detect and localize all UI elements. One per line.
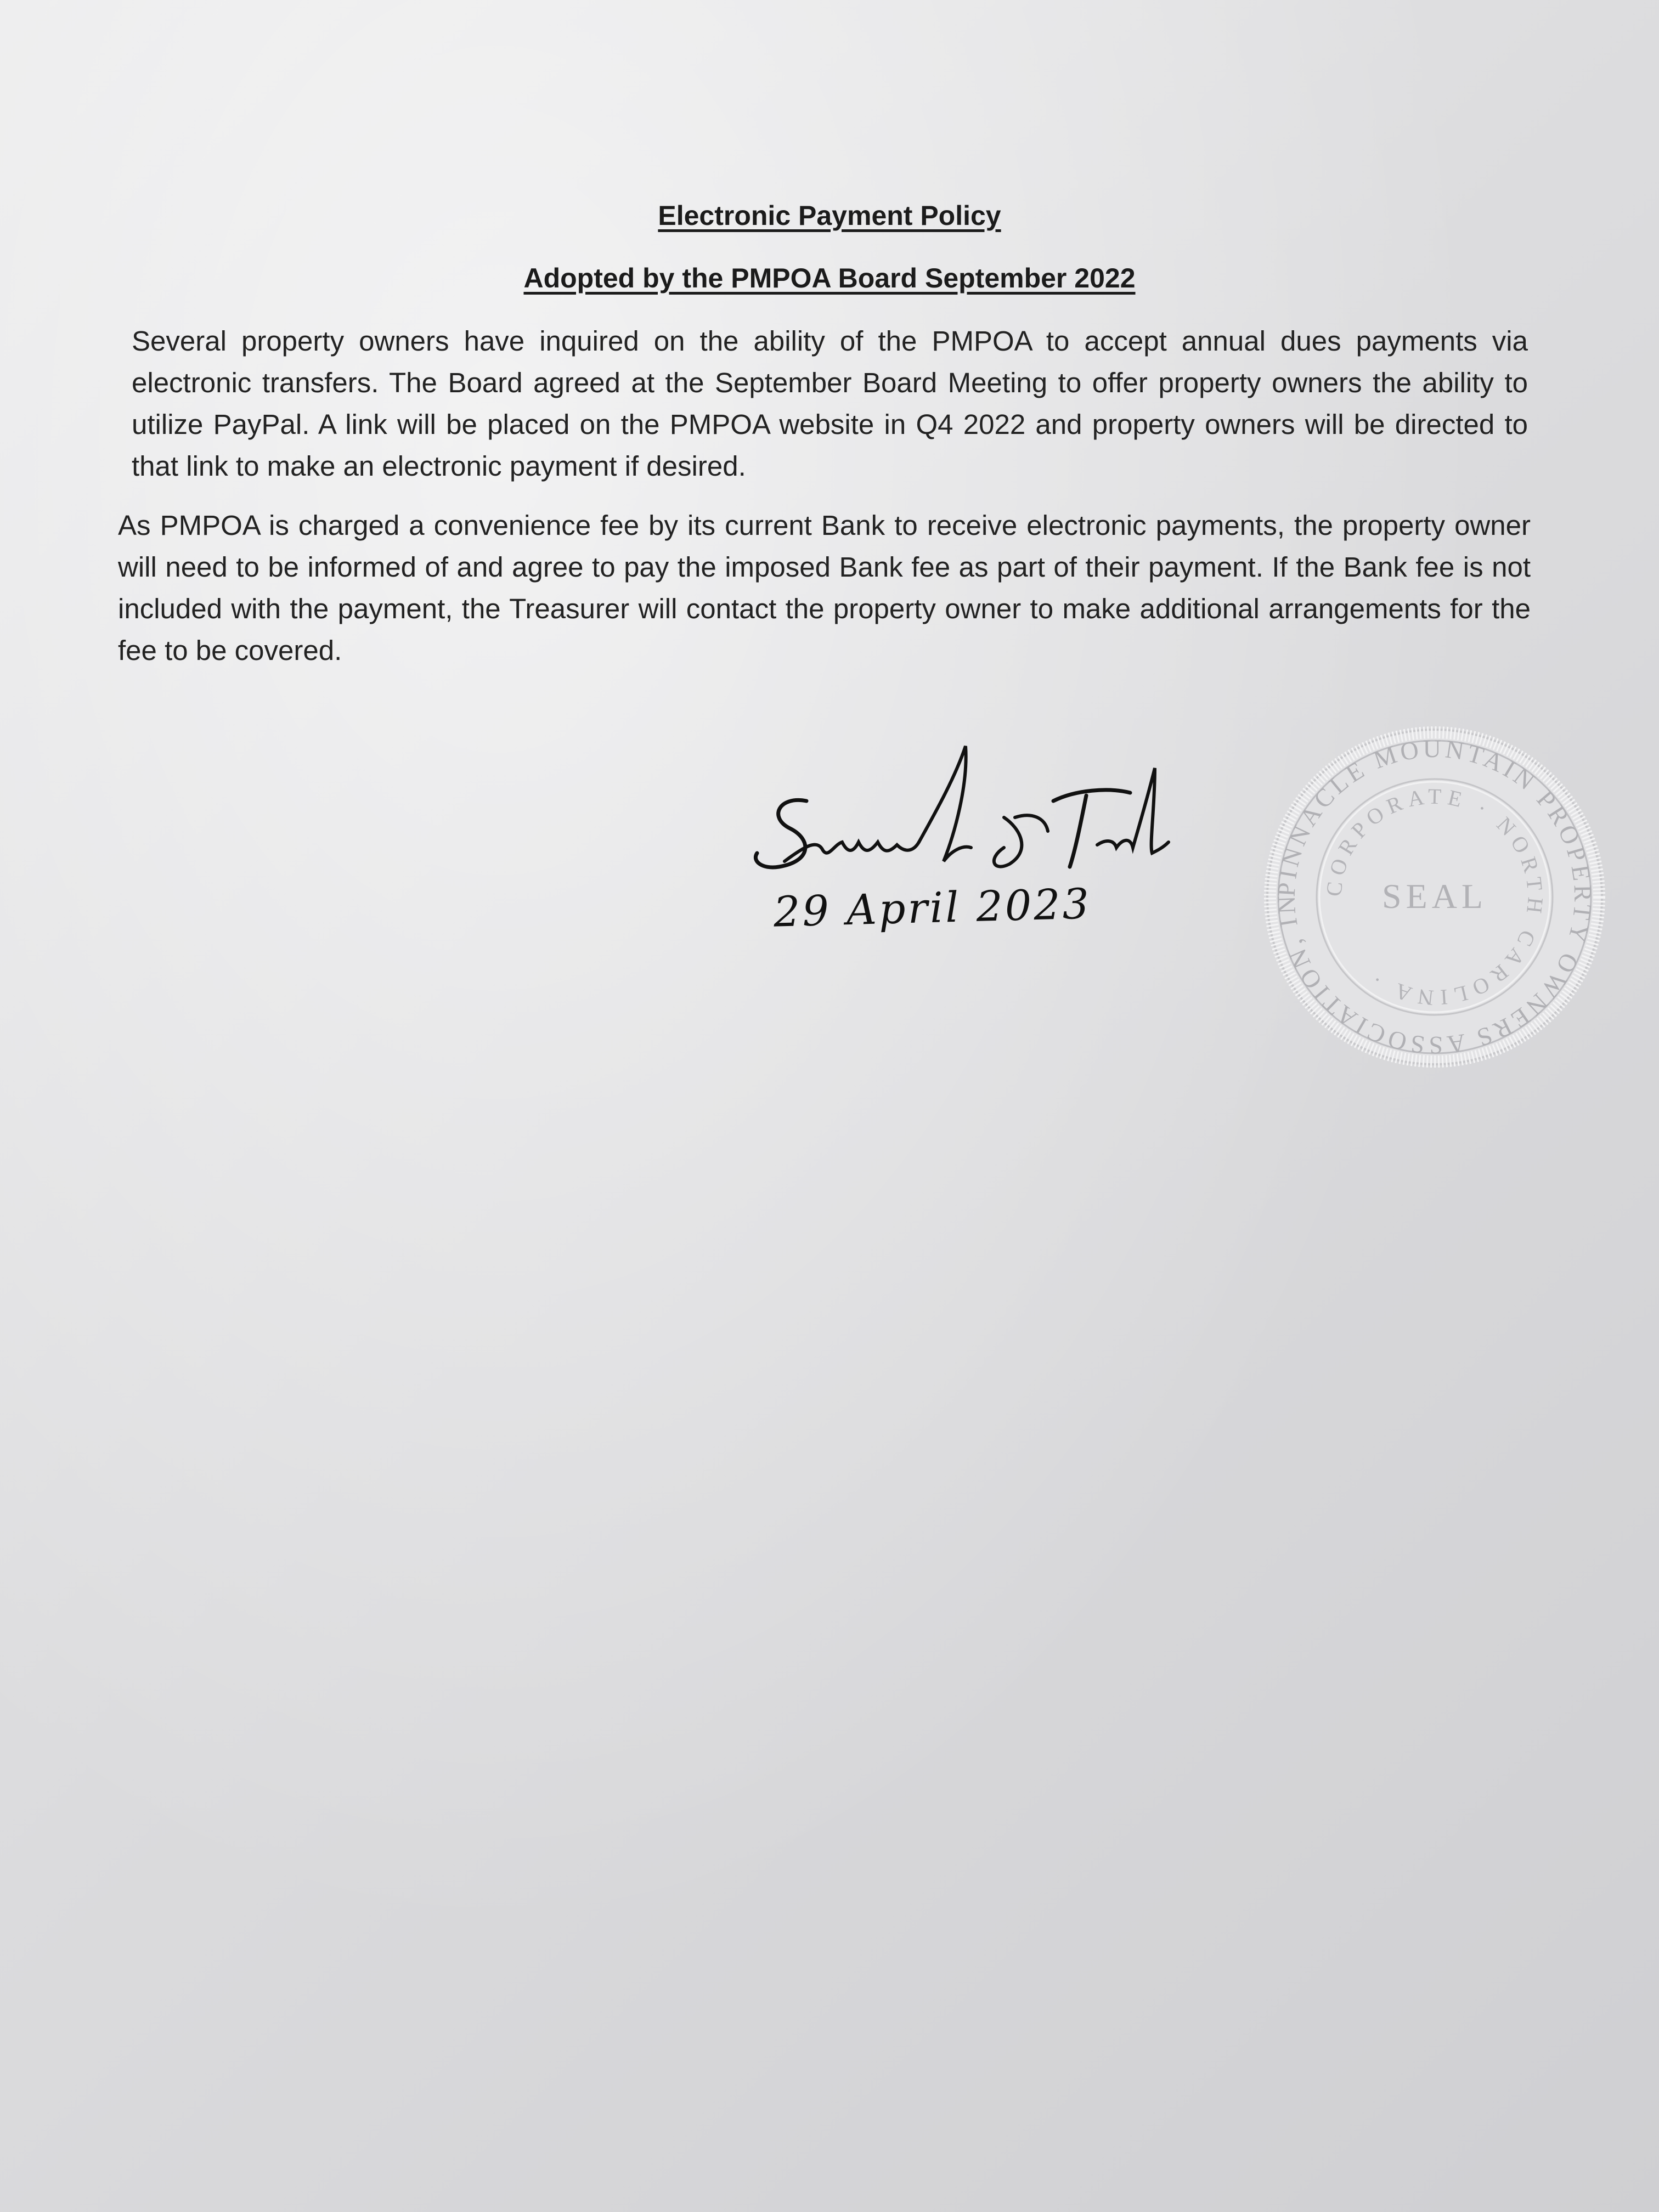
corporate-seal-embossing [1256,719,1613,1075]
handwritten-signature [746,735,1185,878]
document-subtitle: Adopted by the PMPOA Board September 2022 [523,263,1136,294]
policy-paragraph-2: As PMPOA is charged a convenience fee by its current Bank to receive electronic payments, the property owner will need to be informed of and agree to pay the imposed Bank fee as part of their payment. If the Bank fee is not included with the payment, the Treasurer will contact the property owner to make additional arrangements for the fee to be covered. [118,510,1531,666]
svg-text:SEAL: SEAL [1382,877,1487,916]
policy-paragraph-1: Several property owners have inquired on the ability of the PMPOA to accept annual dues payments via electronic transfers. The Board agreed at the September Board Meeting to offer property owners the ability to utilize PayPal. A link will be placed on the PMPOA website in Q4 2022 and property owners will be directed to that link to make an electronic payment if desired. [132,325,1528,482]
svg-text:PINNACLE MOUNTAIN PROPERTY OWN: PINNACLE MOUNTAIN PROPERTY OWNERS ASSOCIATION, IN [1272,734,1598,1060]
document-title: Electronic Payment Policy [658,200,1001,231]
signature-date: 29 April 2023 [772,879,1092,936]
svg-text:CORPORATE · NORTH CAROLINA ·: CORPORATE · NORTH CAROLINA · [1321,783,1548,1011]
